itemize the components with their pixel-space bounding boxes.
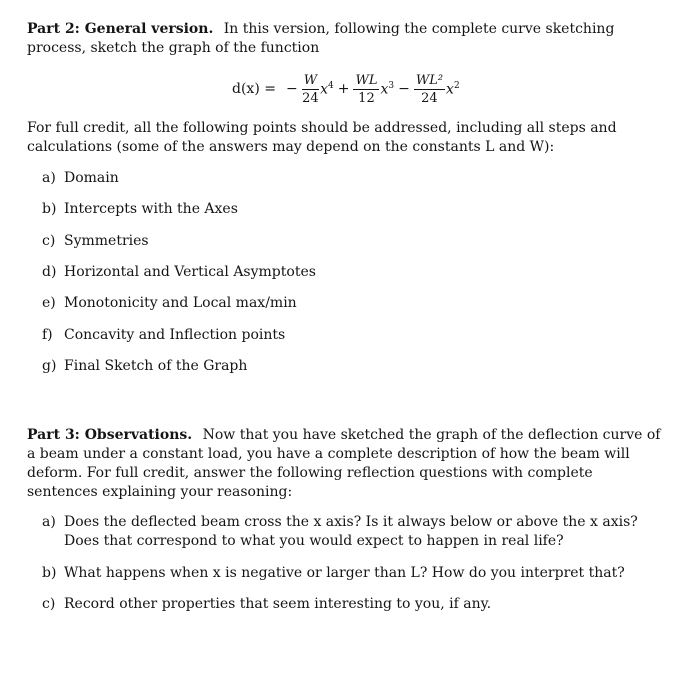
formula-lhs: d(x) = (232, 81, 276, 97)
formula-plus: + (337, 81, 350, 97)
formula-term2-numerator: WL (355, 72, 378, 88)
formula-term1-variable: x (320, 81, 328, 98)
list-item-text: Intercepts with the Axes (64, 201, 238, 217)
formula-term2-denominator: 12 (358, 90, 375, 106)
question-item (42, 513, 652, 551)
list-item-text: Symmetries (64, 233, 149, 249)
list-item (42, 232, 149, 251)
list-item-letter: d) (42, 264, 57, 280)
list-item-text: Domain (64, 170, 119, 186)
list-item (42, 357, 247, 376)
formula-term2-power (380, 81, 394, 98)
list-item (42, 326, 285, 345)
question-letter: c) (42, 596, 56, 612)
formula-term1-exponent: 4 (327, 80, 334, 91)
formula-term2-variable: x (380, 81, 389, 98)
list-item-letter: c) (42, 233, 56, 249)
part3-heading: Part 3: Observations. (27, 427, 193, 443)
formula-term3-denominator: 24 (421, 90, 438, 106)
question-letter: b) (42, 565, 57, 581)
list-item (42, 263, 316, 282)
list-item-text: Monotonicity and Local max/min (64, 295, 297, 311)
question-letter: a) (42, 514, 56, 530)
formula-term3-numerator: WL² (415, 72, 444, 88)
formula-term3-power (446, 81, 460, 98)
question-text: Record other properties that seem interesting to you, if any. (64, 596, 492, 612)
list-item-letter: b) (42, 201, 57, 217)
part2-intro-text: In this version, following the complete curve sketching process, sketch the graph of the function (27, 21, 615, 56)
list-item-letter: a) (42, 170, 56, 186)
formula-term3-fraction (414, 73, 445, 106)
formula-term1-numerator: W (303, 72, 318, 88)
formula-term2-fraction (353, 73, 379, 106)
part2-intro-paragraph (27, 20, 667, 58)
list-item-text: Concavity and Inflection points (64, 327, 286, 343)
part2-heading: Part 2: General version. (27, 21, 214, 37)
list-item-text: Final Sketch of the Graph (64, 358, 248, 374)
formula-minus: − (398, 81, 410, 97)
list-item-text: Horizontal and Vertical Asymptotes (64, 264, 316, 280)
list-item-letter: g) (42, 358, 57, 374)
question-item (42, 595, 652, 614)
question-item (42, 564, 652, 583)
list-item (42, 294, 297, 313)
list-item (42, 169, 119, 188)
formula-term3-variable: x (446, 81, 454, 98)
formula-term2-exponent: 3 (388, 80, 395, 91)
formula-term1-sign: − (285, 81, 298, 97)
part3-intro-paragraph (27, 426, 667, 502)
question-text: What happens when x is negative or larger than L? How do you interpret that? (64, 565, 625, 581)
list-item-letter: f) (42, 327, 53, 343)
part3-intro-text: Now that you have sketched the graph of the deflection curve of a beam under a constant load, you have a complete description of how the beam will deform. For full credit, answer the following reflection questions with complete sentences explaining your reasoning: (27, 427, 661, 500)
formula-term1-denominator: 24 (302, 90, 319, 106)
list-item (42, 200, 238, 219)
part2-instructions: For full credit, all the following points should be addressed, including all steps and calculations (some of the answers may depend on the constants L and W): (27, 120, 617, 155)
question-text: Does the deflected beam cross the x axis? Is it always below or above the x axis? Does that correspond to what you would expect to happen in real life? (64, 514, 638, 549)
formula-term1-fraction (302, 73, 319, 106)
deflection-formula (232, 66, 460, 112)
formula-term3-exponent: 2 (453, 80, 460, 91)
formula-term1-power (320, 81, 334, 98)
list-item-letter: e) (42, 295, 56, 311)
